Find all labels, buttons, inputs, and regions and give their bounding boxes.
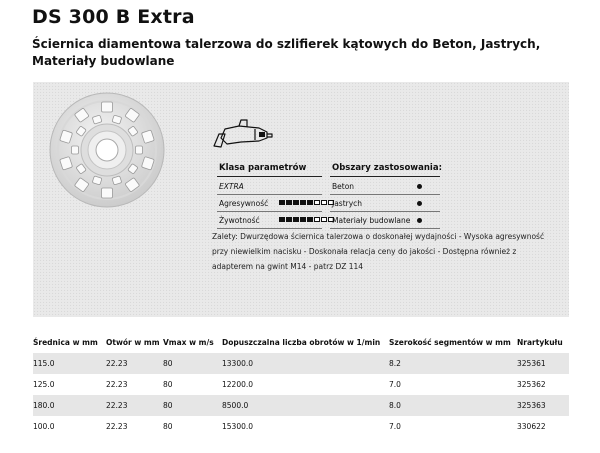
table-header-row bbox=[33, 332, 569, 353]
table-cell: 7.0 bbox=[389, 422, 401, 431]
lifetime-label: Żywotność bbox=[219, 216, 260, 225]
divider bbox=[330, 194, 440, 195]
application-bullet-icon bbox=[417, 218, 422, 223]
application-label: Materiały budowlane bbox=[332, 216, 411, 225]
table-cell: 330622 bbox=[517, 422, 546, 431]
applications-header: Obszary zastosowania: bbox=[332, 163, 442, 173]
application-bullet-icon bbox=[417, 184, 422, 189]
divider bbox=[217, 194, 322, 195]
table-cell: 325361 bbox=[517, 359, 546, 368]
table-cell: 80 bbox=[163, 380, 173, 389]
rating-filled-square bbox=[286, 217, 292, 222]
column-header: Średnica w mm bbox=[33, 338, 98, 347]
table-cell: 22.23 bbox=[106, 380, 128, 389]
rating-filled-square bbox=[279, 217, 285, 222]
specs-table bbox=[33, 332, 569, 437]
wheel-segment bbox=[102, 102, 113, 112]
column-header: Dopuszczalna liczba obrotów w 1/min bbox=[222, 338, 381, 347]
table-cell: 22.23 bbox=[106, 359, 128, 368]
table-cell: 13300.0 bbox=[222, 359, 254, 368]
table-cell: 80 bbox=[163, 359, 173, 368]
rating-filled-square bbox=[293, 200, 299, 205]
table-row bbox=[33, 416, 569, 437]
rating-empty-square bbox=[321, 217, 327, 222]
table-cell: 325362 bbox=[517, 380, 546, 389]
application-label: Beton bbox=[332, 182, 355, 191]
aggressiveness-rating-bar bbox=[279, 200, 334, 205]
table-cell: 7.0 bbox=[389, 380, 401, 389]
table-cell: 22.23 bbox=[106, 401, 128, 410]
table-cell: 325363 bbox=[517, 401, 546, 410]
rating-empty-square bbox=[314, 217, 320, 222]
table-cell: 15300.0 bbox=[222, 422, 254, 431]
divider bbox=[330, 211, 440, 212]
rating-filled-square bbox=[307, 200, 313, 205]
wheel-segment bbox=[136, 146, 143, 154]
rating-filled-square bbox=[279, 200, 285, 205]
table-cell: 125.0 bbox=[33, 380, 55, 389]
table-cell: 80 bbox=[163, 401, 173, 410]
table-cell: 80 bbox=[163, 422, 173, 431]
aggressiveness-label: Agresywność bbox=[219, 199, 269, 208]
application-label: Jastrych bbox=[332, 199, 363, 208]
angle-grinder-icon bbox=[211, 116, 273, 154]
table-cell: 12200.0 bbox=[222, 380, 254, 389]
product-title: DS 300 B Extra bbox=[32, 6, 195, 28]
table-row bbox=[33, 353, 569, 374]
divider bbox=[217, 211, 322, 212]
rating-filled-square bbox=[293, 217, 299, 222]
divider bbox=[217, 176, 322, 177]
table-cell: 115.0 bbox=[33, 359, 55, 368]
table-cell: 8.0 bbox=[389, 401, 401, 410]
rating-filled-square bbox=[307, 217, 313, 222]
column-header: Otwór w mm bbox=[106, 338, 160, 347]
column-header: Szerokość segmentów w mm bbox=[389, 338, 511, 347]
rating-filled-square bbox=[286, 200, 292, 205]
table-cell: 8500.0 bbox=[222, 401, 249, 410]
table-row bbox=[33, 395, 569, 416]
lifetime-rating-bar bbox=[279, 217, 334, 222]
column-header: Vmax w m/s bbox=[163, 338, 214, 347]
diamond-cup-wheel-icon bbox=[49, 92, 165, 208]
table-cell: 100.0 bbox=[33, 422, 55, 431]
table-cell: 8.2 bbox=[389, 359, 401, 368]
divider bbox=[330, 176, 440, 177]
rating-empty-square bbox=[321, 200, 327, 205]
table-row bbox=[33, 374, 569, 395]
table-cell: 22.23 bbox=[106, 422, 128, 431]
product-details-text: Zalety: Dwurzędowa ściernica talerzowa o doskonałej wydajności - Wysoka agresywność przy niewielkim nacisku - Doskonała relacja ceny do jakości - Dostępna również z adapterem na gwint M14 - patrz DZ 114 bbox=[212, 232, 545, 271]
column-header: Nrartykułu bbox=[517, 338, 563, 347]
table-cell: 180.0 bbox=[33, 401, 55, 410]
wheel-segment bbox=[72, 146, 79, 154]
class-value: EXTRA bbox=[219, 182, 244, 191]
rating-empty-square bbox=[314, 200, 320, 205]
class-header: Klasa parametrów bbox=[219, 163, 307, 173]
wheel-segment bbox=[102, 188, 113, 198]
rating-filled-square bbox=[300, 217, 306, 222]
rating-filled-square bbox=[300, 200, 306, 205]
product-subtitle: Ściernica diamentowa talerzowa do szlifierek kątowych do Beton, Jastrych, Materiały budowlane bbox=[32, 37, 541, 68]
application-bullet-icon bbox=[417, 201, 422, 206]
